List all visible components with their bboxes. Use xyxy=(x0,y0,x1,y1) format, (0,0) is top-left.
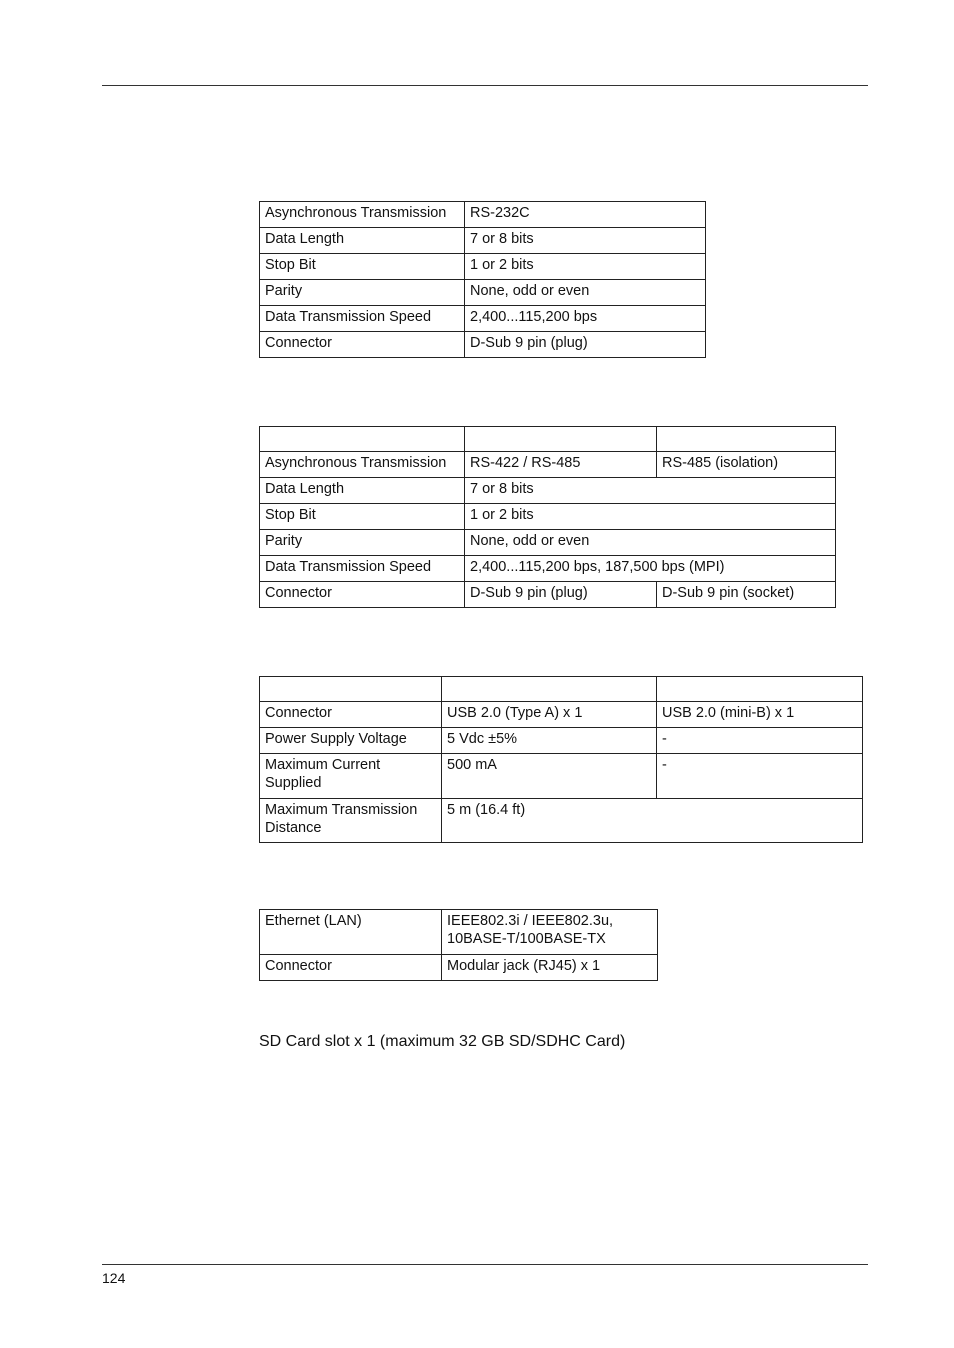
row-value: None, odd or even xyxy=(465,530,836,556)
row-value: 1 or 2 bits xyxy=(465,504,836,530)
ethernet-spec-table xyxy=(259,909,658,981)
row-value: D-Sub 9 pin (plug) xyxy=(465,582,657,608)
row-label: Connector xyxy=(260,955,442,981)
row-value: 5 Vdc ±5% xyxy=(442,728,657,754)
table-row xyxy=(260,280,706,306)
table-row xyxy=(260,478,836,504)
row-label: Asynchronous Transmission xyxy=(260,452,465,478)
header-rule xyxy=(102,85,868,86)
table-row xyxy=(260,530,836,556)
table-row xyxy=(260,202,706,228)
page-number: 124 xyxy=(102,1270,126,1286)
row-label: Ethernet (LAN) xyxy=(260,910,442,955)
row-label: Maximum Current Supplied xyxy=(260,754,442,799)
row-label: Data Transmission Speed xyxy=(260,306,465,332)
table-row xyxy=(260,306,706,332)
table-header-row xyxy=(260,677,863,702)
table-row xyxy=(260,332,706,358)
table-row xyxy=(260,754,863,799)
row-value: 1 or 2 bits xyxy=(465,254,706,280)
footer-rule xyxy=(102,1264,868,1265)
table-row xyxy=(260,452,836,478)
table-row xyxy=(260,955,658,981)
row-value: 2,400...115,200 bps xyxy=(465,306,706,332)
row-value: RS-485 (isolation) xyxy=(657,452,836,478)
row-label: Stop Bit xyxy=(260,254,465,280)
row-value: 2,400...115,200 bps, 187,500 bps (MPI) xyxy=(465,556,836,582)
row-value: USB 2.0 (Type A) x 1 xyxy=(442,702,657,728)
row-value: Modular jack (RJ45) x 1 xyxy=(442,955,658,981)
row-label: Maximum Transmission Distance xyxy=(260,799,442,843)
row-label: Connector xyxy=(260,582,465,608)
row-value: D-Sub 9 pin (plug) xyxy=(465,332,706,358)
row-label: Data Length xyxy=(260,228,465,254)
table-row xyxy=(260,504,836,530)
table-row xyxy=(260,799,863,843)
row-value: USB 2.0 (mini-B) x 1 xyxy=(657,702,863,728)
row-value: 5 m (16.4 ft) xyxy=(442,799,863,843)
row-value: - xyxy=(657,728,863,754)
row-label: Connector xyxy=(260,332,465,358)
table-row xyxy=(260,728,863,754)
table-row xyxy=(260,702,863,728)
table-row xyxy=(260,556,836,582)
row-value: 500 mA xyxy=(442,754,657,799)
row-label: Power Supply Voltage xyxy=(260,728,442,754)
rs232-spec-table xyxy=(259,201,706,358)
row-value: 7 or 8 bits xyxy=(465,478,836,504)
row-value: RS-232C xyxy=(465,202,706,228)
table-row xyxy=(260,910,658,955)
row-value: 7 or 8 bits xyxy=(465,228,706,254)
row-value: None, odd or even xyxy=(465,280,706,306)
row-label: Connector xyxy=(260,702,442,728)
rs422-spec-table xyxy=(259,426,836,608)
row-label: Data Transmission Speed xyxy=(260,556,465,582)
row-value: RS-422 / RS-485 xyxy=(465,452,657,478)
usb-spec-table xyxy=(259,676,863,843)
table-row xyxy=(260,228,706,254)
row-value: - xyxy=(657,754,863,799)
row-label: Data Length xyxy=(260,478,465,504)
row-label: Stop Bit xyxy=(260,504,465,530)
table-row xyxy=(260,254,706,280)
table-header-row xyxy=(260,427,836,452)
table-row xyxy=(260,582,836,608)
row-label: Parity xyxy=(260,280,465,306)
row-value: D-Sub 9 pin (socket) xyxy=(657,582,836,608)
row-label: Parity xyxy=(260,530,465,556)
sd-card-text: SD Card slot x 1 (maximum 32 GB SD/SDHC Card) xyxy=(259,1033,626,1050)
row-value: IEEE802.3i / IEEE802.3u, 10BASE-T/100BASE-TX xyxy=(442,910,658,955)
row-label: Asynchronous Transmission xyxy=(260,202,465,228)
